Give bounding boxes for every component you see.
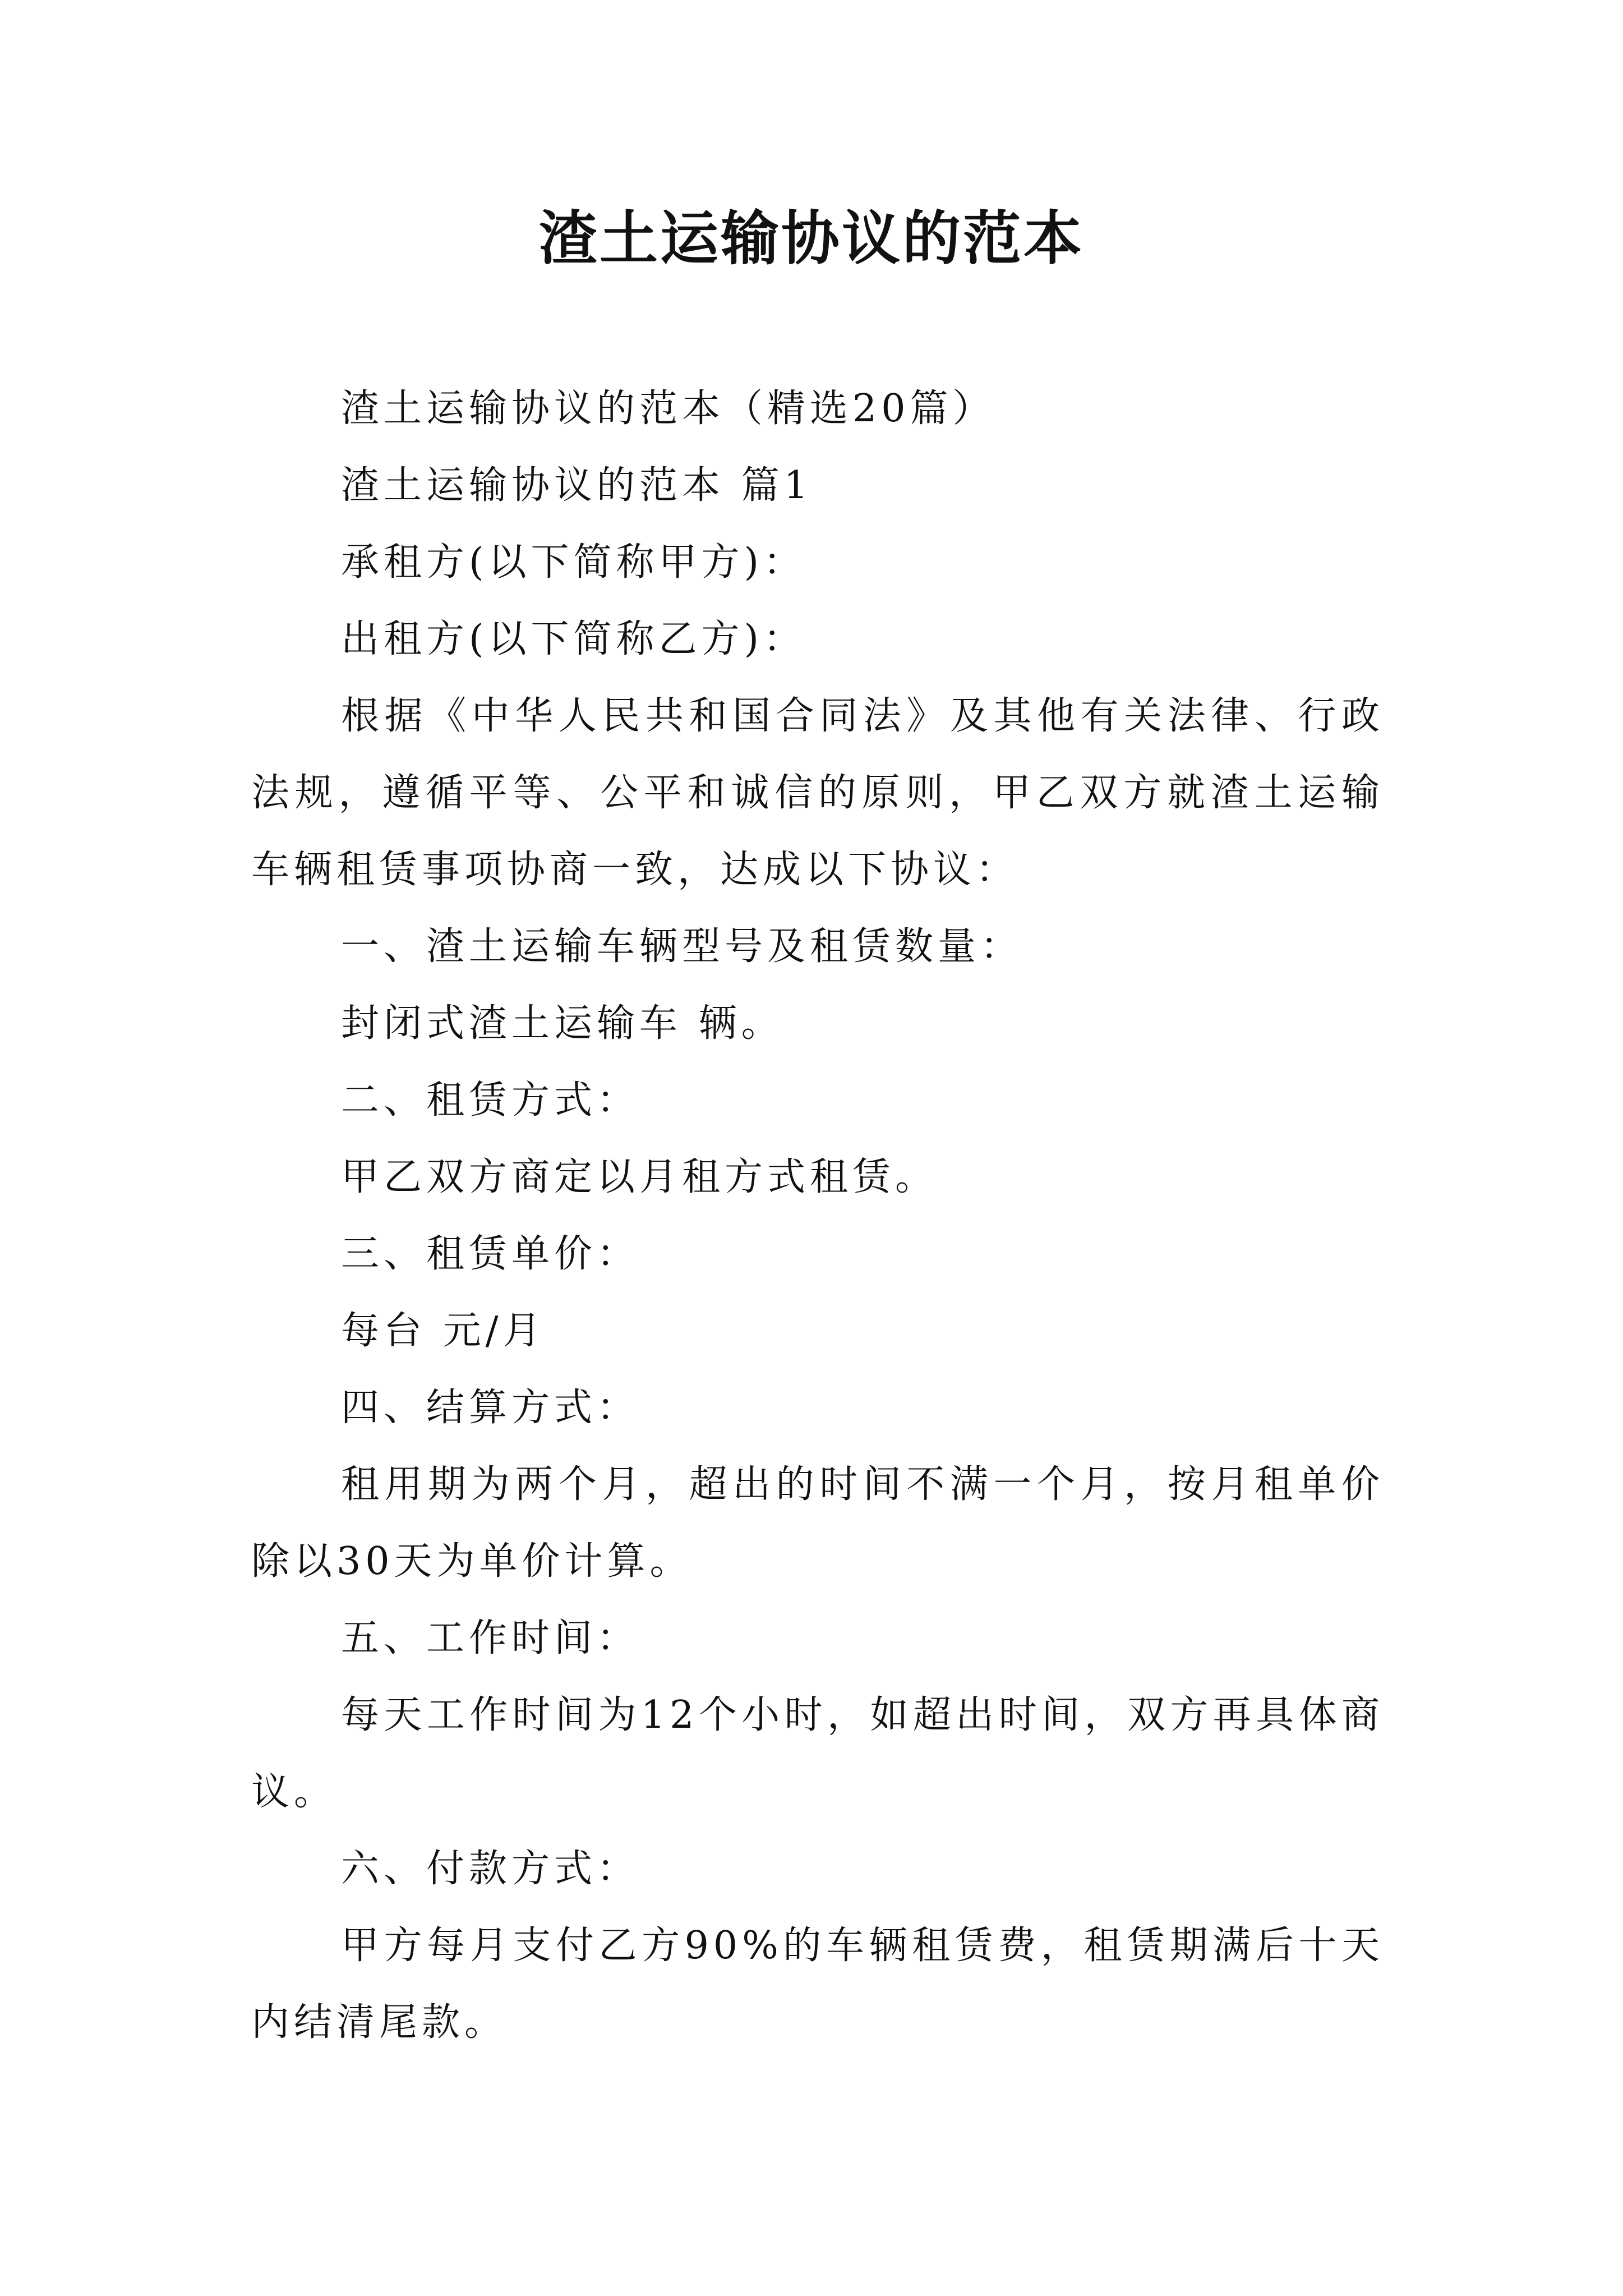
paragraph-clause-2-body: 甲乙双方商定以月租方式租赁。	[341, 1155, 938, 1199]
paragraph-clause-3-heading: 三、租赁单价：	[341, 1232, 640, 1276]
paragraph-section-heading: 渣土运输协议的范本 篇1	[341, 463, 813, 508]
paragraph-lessor: 出租方(以下简称乙方)：	[341, 617, 806, 661]
paragraph-clause-6-body: 甲方每月支付乙方90%的车辆租赁费，租赁期满后十天内结清尾款。	[251, 1924, 1384, 2045]
paragraph-clause-1-heading: 一、渣土运输车辆型号及租赁数量：	[341, 924, 1023, 969]
paragraph-preamble: 根据《中华人民共和国合同法》及其他有关法律、行政法规，遵循平等、公平和诚信的原则，甲乙双方就渣土运输车辆租赁事项协商一致，达成以下协议：	[251, 694, 1384, 892]
paragraph-lessee: 承租方(以下简称甲方)：	[341, 540, 806, 585]
paragraph-clause-4-heading: 四、结算方式：	[341, 1386, 640, 1430]
document-body	[251, 370, 1384, 2061]
paragraph-clause-1-body: 封闭式渣土运输车 辆。	[341, 1001, 784, 1046]
paragraph-clause-6-heading: 六、付款方式：	[341, 1847, 640, 1891]
paragraph-clause-5-body: 每天工作时间为12个小时，如超出时间，双方再具体商议。	[251, 1693, 1384, 1814]
paragraph-clause-4-body: 租用期为两个月，超出的时间不满一个月，按月租单价除以30天为单价计算。	[251, 1462, 1384, 1584]
paragraph-clause-5-heading: 五、工作时间：	[341, 1616, 640, 1660]
paragraph-clause-3-body: 每台 元/月	[341, 1309, 546, 1353]
document-title: 渣土运输协议的范本	[538, 204, 1084, 273]
paragraph-subtitle: 渣土运输协议的范本（精选20篇）	[341, 386, 995, 431]
paragraph-clause-2-heading: 二、租赁方式：	[341, 1078, 640, 1122]
